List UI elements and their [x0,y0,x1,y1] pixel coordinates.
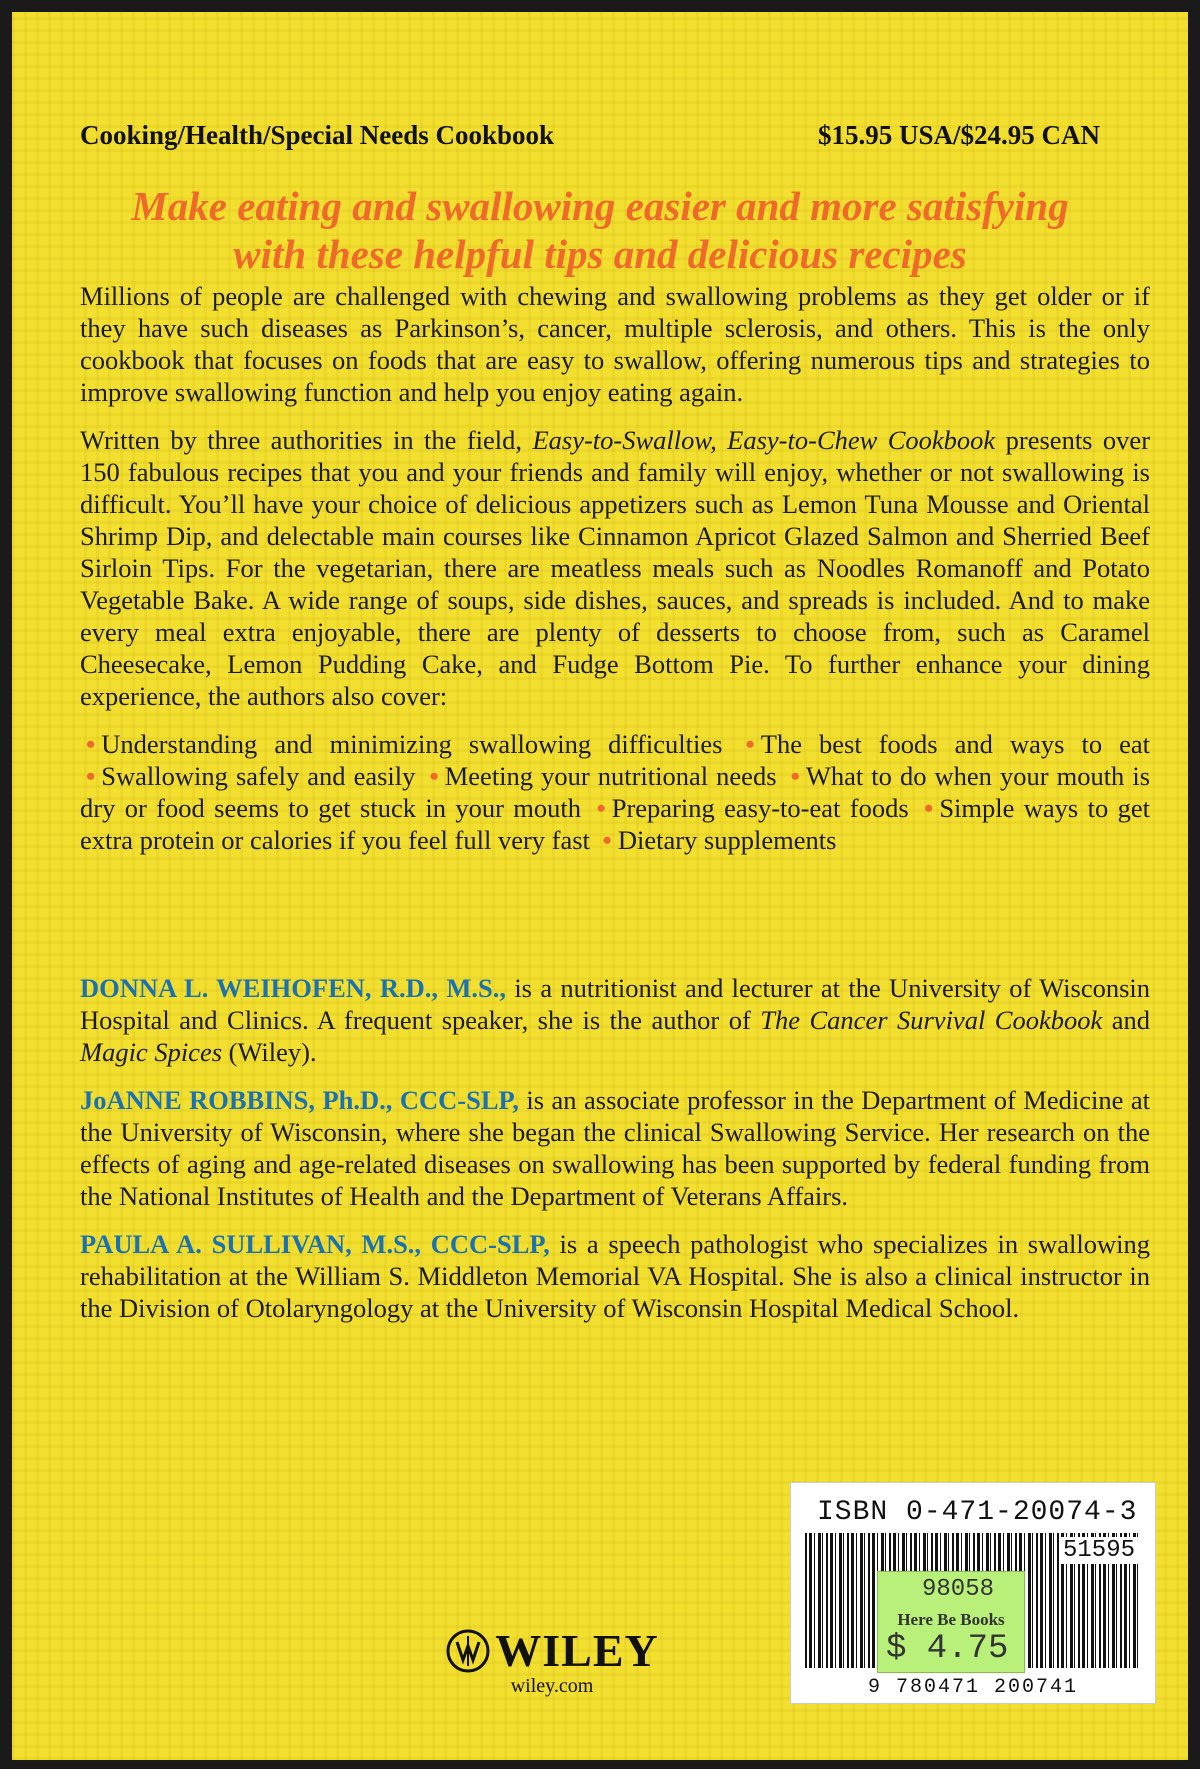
price-label: $15.95 USA/$24.95 CAN [817,120,1100,150]
header-line [80,120,1100,151]
bullet-dot-icon: • [602,825,612,855]
sticker-shop: Here Be Books [897,1610,1005,1629]
bullet-dot-icon: • [924,793,934,823]
ean-number: 9 780471 200741 [805,1676,1141,1699]
bullet-dot-icon: • [790,761,800,791]
author-bio-3 [80,1228,1150,1324]
author-1-text-2: (Wiley). [228,1037,317,1067]
bullet-item: Swallowing safely and easily [101,761,416,791]
tagline [52,182,1148,278]
bullet-item: What to do when your mouth is dry or food seems to get stuck in your mouth [80,761,1151,823]
book-title: Easy-to-Swallow, Easy-to-Chew Cookbook [532,425,996,455]
author-2-text: is an associate professor in the Department of Medicine at the University of Wisconsin, where she began the clinical Swallowing Service. Her research on the effects of aging and age-related diseases on swallowing has been supported by federal funding from the National Institutes of Health and the Department of Veterans Affairs. [80,1085,1150,1211]
author-3-text: is a speech pathologist who specializes in swallowing rehabilitation at the William S. Middleton Memorial VA Hospital. She is also a clinical instructor in the Division of Otolaryngology at the University of Wisconsin Hospital Medical School. [80,1229,1150,1323]
sticker-price: $ 4.75 [886,1630,1009,1668]
bullet-item: The best foods and ways to eat [760,729,1151,759]
bullet-item: Simple ways to get extra protein or calories if you feel full very fast [80,793,1151,855]
tagline-line-1: Make eating and swallowing easier and more satisfying [131,183,1069,229]
bullet-item: Understanding and minimizing swallowing difficulties [101,729,723,759]
price-code: 51595 [1059,1537,1139,1564]
author-bio-2 [80,1084,1150,1212]
bullet-dot-icon: • [745,729,755,759]
bullet-dot-icon: • [429,761,439,791]
author-1-and: and [1111,1005,1151,1035]
intro-p2-lead: Written by three authorities in the field, [80,425,523,455]
author-name-1: DONNA L. WEIHOFEN, R.D., M.S., [80,973,506,1003]
bullet-dot-icon: • [596,793,606,823]
publisher-logo [432,1624,672,1698]
author-bios [80,972,1150,1340]
bullet-item: Dietary supplements [617,825,837,855]
intro-p2-rest: presents over 150 fabulous recipes that you and your friends and family will enjoy, whether or not swallowing is difficult. You’ll have your choice of delicious appetizers such as Lemon Tuna Mousse and Oriental Shrimp Dip, and delectable main courses like Cinnamon Apricot Glazed Salmon and Sherried Beef Sirloin Tips. For the vegetarian, there are meatless meals such as Noodles Romanoff and Potato Vegetable Bake. A wide range of soups, side dishes, sauces, and spreads is included. And to make every meal extra enjoyable, there are plenty of desserts to choose from, such as Caramel Cheesecake, Lemon Pudding Cake, and Fudge Bottom Pie. To further enhance your dining experience, the authors also cover: [80,425,1151,711]
bullet-list [80,728,1150,856]
author-1-book-2: Magic Spices [80,1037,223,1067]
author-name-2: JoANNE ROBBINS, Ph.D., CCC-SLP, [80,1085,519,1115]
author-1-book-1: The Cancer Survival Cookbook [760,1005,1103,1035]
author-1-text: is a nutritionist and lecturer at the University of Wisconsin Hospital and Clinics. A frequent speaker, she is the author of [80,973,1151,1035]
intro-paragraph-2 [80,424,1150,712]
barcode-label [790,1482,1156,1704]
bullet-item: Meeting your nutritional needs [444,761,777,791]
bullet-item: Preparing easy-to-eat foods [611,793,909,823]
bullet-dot-icon: • [86,761,96,791]
description [80,280,1150,872]
category-label: Cooking/Health/Special Needs Cookbook [80,120,555,150]
book-back-cover [12,12,1188,1760]
bullet-dot-icon: • [86,729,96,759]
isbn-text: ISBN 0-471-20074-3 [817,1497,1138,1528]
author-name-3: PAULA A. SULLIVAN, M.S., CCC-SLP, [80,1229,550,1259]
author-bio-1 [80,972,1150,1068]
intro-paragraph-1: Millions of people are challenged with chewing and swallowing problems as they get older or if they have such diseases as Parkinson’s, cancer, multiple sclerosis, and others. This is the only cookbook that focuses on foods that are easy to swallow, offering numerous tips and strategies to improve swallowing function and help you enjoy eating again. [80,281,1150,407]
sticker-code: 98058 [922,1576,995,1603]
tagline-line-2: with these helpful tips and delicious recipes [233,231,967,277]
wiley-emblem-icon [445,1628,491,1674]
publisher-name: WILEY [495,1625,659,1676]
publisher-url: wiley.com [510,1675,594,1697]
price-sticker [877,1571,1025,1673]
